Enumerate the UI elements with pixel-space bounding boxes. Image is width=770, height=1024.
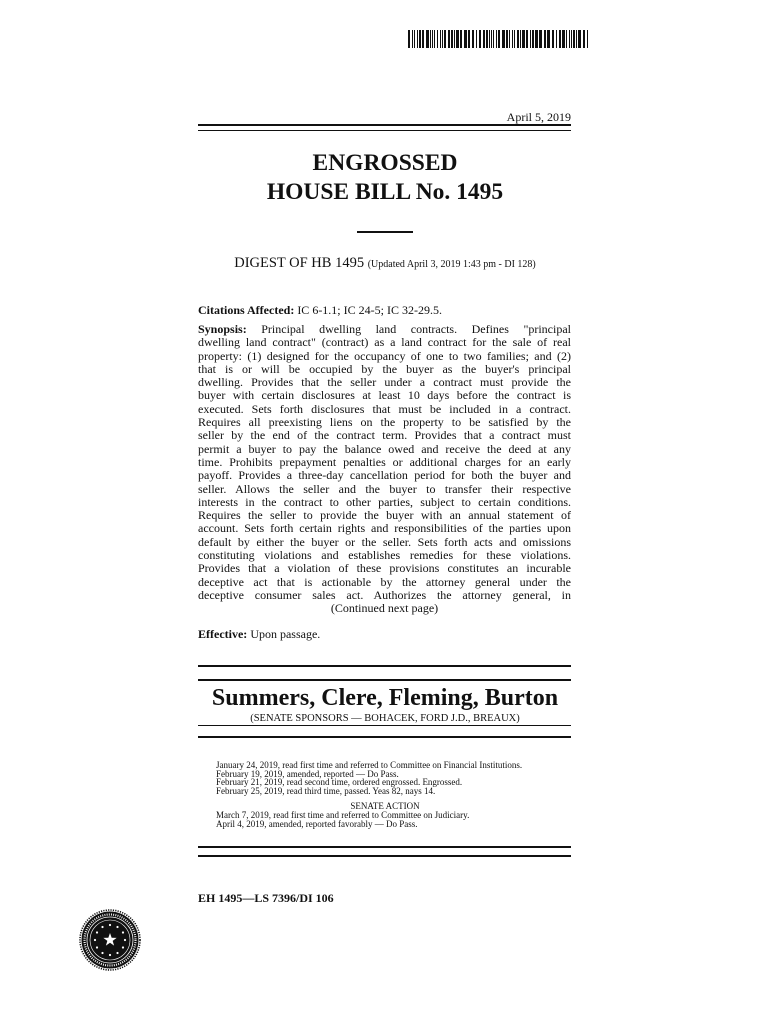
legislative-history bbox=[216, 761, 554, 828]
barcode-bar bbox=[472, 30, 474, 48]
barcode-bar bbox=[456, 30, 459, 48]
history-entry: April 4, 2019, amended, reported favorably — Do Pass. bbox=[216, 818, 418, 829]
digest-heading bbox=[0, 255, 770, 273]
history-rule-2 bbox=[198, 855, 571, 857]
synopsis-line: Requires all preexisting liens on the property to be satisfied by the bbox=[198, 415, 571, 430]
authors-rule-bottom-1 bbox=[198, 725, 571, 726]
barcode-bar bbox=[460, 30, 462, 48]
barcode-bar bbox=[509, 30, 510, 48]
barcode-bar bbox=[535, 30, 538, 48]
barcode-bar bbox=[587, 30, 588, 48]
synopsis-line: seller by the end of the contract term. Provides that a contract must bbox=[198, 428, 571, 443]
barcode-bar bbox=[556, 30, 557, 48]
barcode-bar bbox=[408, 30, 410, 48]
header-rule-thick bbox=[198, 124, 571, 126]
barcode-bar bbox=[444, 30, 446, 48]
barcode-bar bbox=[517, 30, 519, 48]
history-entry: February 19, 2019, amended, reported — Do Pass. bbox=[216, 768, 399, 779]
barcode-bar bbox=[451, 30, 453, 48]
barcode-bar bbox=[544, 30, 546, 48]
synopsis-line: buyer with certain disclosures at least 10 days before the contract is bbox=[198, 388, 571, 403]
continued-note: (Continued next page) bbox=[330, 601, 439, 616]
synopsis-line: deceptive consumer sales act. Authorizes the attorney general, in bbox=[198, 587, 571, 602]
synopsis-line-text: Principal dwelling land contracts. Defines "principal bbox=[261, 322, 571, 336]
barcode-bar bbox=[417, 30, 418, 48]
barcode-bar bbox=[522, 30, 525, 48]
barcode-bar bbox=[552, 30, 554, 48]
barcode-bar bbox=[479, 30, 481, 48]
barcode-bar bbox=[440, 30, 441, 48]
barcode-bar bbox=[419, 30, 421, 48]
barcode-bar bbox=[583, 30, 585, 48]
bill-status-title: ENGROSSED bbox=[312, 150, 458, 176]
synopsis-line: dwelling land contract" (contract) as a land contract for the sale of real bbox=[198, 335, 571, 350]
synopsis-line bbox=[198, 323, 571, 336]
barcode-bar bbox=[448, 30, 450, 48]
barcode-bar bbox=[464, 30, 467, 48]
digest-updated-note: (Updated April 3, 2019 1:43 pm - DI 128) bbox=[367, 259, 536, 270]
synopsis-line: interests in the contract to other parties, subject to certain conditions. bbox=[198, 494, 571, 509]
bill-identifier: EH 1495—LS 7396/DI 106 bbox=[198, 891, 334, 905]
synopsis-line: property: (1) designed for the occupancy of one to two families; and (2) bbox=[198, 348, 571, 363]
citations-value: IC 6-1.1; IC 24-5; IC 32-29.5. bbox=[297, 303, 442, 317]
barcode-bar bbox=[491, 30, 492, 48]
barcode-bar bbox=[576, 30, 577, 48]
barcode-bar bbox=[532, 30, 534, 48]
history-entry: January 24, 2019, read first time and referred to Committee on Financial Institutions. bbox=[216, 760, 523, 770]
barcode-bar bbox=[520, 30, 521, 48]
barcode bbox=[408, 30, 588, 48]
barcode-bar bbox=[539, 30, 542, 48]
authors-rule-top-2 bbox=[198, 679, 571, 681]
barcode-bar bbox=[414, 30, 415, 48]
synopsis-line: Requires the seller to provide the buyer with an annual statement of bbox=[198, 508, 571, 523]
history-entry: March 7, 2019, read first time and referred to Committee on Judiciary. bbox=[216, 809, 470, 820]
barcode-bar bbox=[530, 30, 531, 48]
senate-action-heading: SENATE ACTION bbox=[350, 801, 420, 812]
synopsis-line: seller. Allows the seller and the buyer to transfer their respective bbox=[198, 481, 571, 496]
barcode-bar bbox=[437, 30, 438, 48]
barcode-bar bbox=[468, 30, 470, 48]
barcode-bar bbox=[434, 30, 435, 48]
synopsis-line: dwelling. Provides that the seller under a contract must provide the bbox=[198, 375, 571, 390]
barcode-bar bbox=[512, 30, 513, 48]
title-underline bbox=[357, 231, 413, 233]
barcode-bar bbox=[526, 30, 528, 48]
bill-number-title: HOUSE BILL No. 1495 bbox=[266, 179, 504, 205]
barcode-bar bbox=[483, 30, 485, 48]
barcode-bar bbox=[454, 30, 455, 48]
barcode-bar bbox=[476, 30, 477, 48]
synopsis-line: time. Prohibits prepayment penalties or additional charges for an early bbox=[198, 454, 571, 469]
citations-label: Citations Affected: bbox=[198, 303, 295, 317]
effective-value: Upon passage. bbox=[250, 627, 321, 641]
barcode-bar bbox=[430, 30, 431, 48]
synopsis-line: that is or will be occupied by the buyer as the buyer's principal bbox=[198, 361, 571, 376]
barcode-bar bbox=[496, 30, 497, 48]
barcode-bar bbox=[573, 30, 575, 48]
synopsis-line: payoff. Provides a three-day cancellation period for both the buyer and bbox=[198, 468, 571, 483]
barcode-bar bbox=[442, 30, 443, 48]
barcode-bar bbox=[578, 30, 581, 48]
synopsis-line: permit a buyer to pay the balance owed and receive the deed at any bbox=[198, 441, 571, 456]
barcode-bar bbox=[493, 30, 494, 48]
effective-label: Effective: bbox=[198, 627, 248, 641]
synopsis-line: Provides that a violation of these provisions constitutes an incurable bbox=[198, 561, 571, 576]
state-seal-icon bbox=[79, 909, 141, 971]
barcode-bar bbox=[426, 30, 429, 48]
history-rule-1 bbox=[198, 846, 571, 848]
barcode-bar bbox=[566, 30, 567, 48]
barcode-bar bbox=[547, 30, 550, 48]
barcode-bar bbox=[489, 30, 490, 48]
synopsis-line: account. Sets forth certain rights and responsibilities of the parties upon bbox=[198, 521, 571, 536]
barcode-bar bbox=[562, 30, 565, 48]
header-rule-thin bbox=[198, 130, 571, 131]
citations-affected bbox=[198, 303, 571, 317]
synopsis-line: executed. Sets forth disclosures that must be included in a contract. bbox=[198, 401, 571, 416]
barcode-bar bbox=[422, 30, 424, 48]
barcode-bar bbox=[569, 30, 570, 48]
barcode-bar bbox=[514, 30, 515, 48]
barcode-bar bbox=[498, 30, 500, 48]
bill-authors: Summers, Clere, Fleming, Burton bbox=[211, 685, 559, 711]
synopsis-line: default by either the buyer or the seller. Sets forth acts and omissions bbox=[198, 534, 571, 549]
history-entry: February 21, 2019, read second time, ordered engrossed. Engrossed. bbox=[216, 777, 463, 788]
barcode-bar bbox=[412, 30, 413, 48]
bill-date: April 5, 2019 bbox=[506, 110, 571, 124]
synopsis-label: Synopsis: bbox=[198, 322, 247, 336]
authors-rule-top-1 bbox=[198, 665, 571, 667]
barcode-bar bbox=[571, 30, 572, 48]
effective-date bbox=[198, 627, 571, 641]
senate-sponsors: (SENATE SPONSORS — BOHACEK, FORD J.D., BREAUX) bbox=[250, 713, 520, 724]
history-entry: February 25, 2019, read third time, passed. Yeas 82, nays 14. bbox=[216, 785, 436, 796]
barcode-bar bbox=[506, 30, 508, 48]
synopsis bbox=[198, 323, 571, 616]
synopsis-line: constituting violations and establishes remedies for these violations. bbox=[198, 548, 571, 563]
barcode-bar bbox=[486, 30, 488, 48]
barcode-bar bbox=[502, 30, 505, 48]
digest-label: DIGEST OF HB 1495 bbox=[234, 255, 365, 271]
synopsis-line: deceptive act that is actionable by the attorney general under the bbox=[198, 574, 571, 589]
barcode-bar bbox=[559, 30, 561, 48]
barcode-bar bbox=[432, 30, 433, 48]
authors-rule-bottom-2 bbox=[198, 736, 571, 738]
